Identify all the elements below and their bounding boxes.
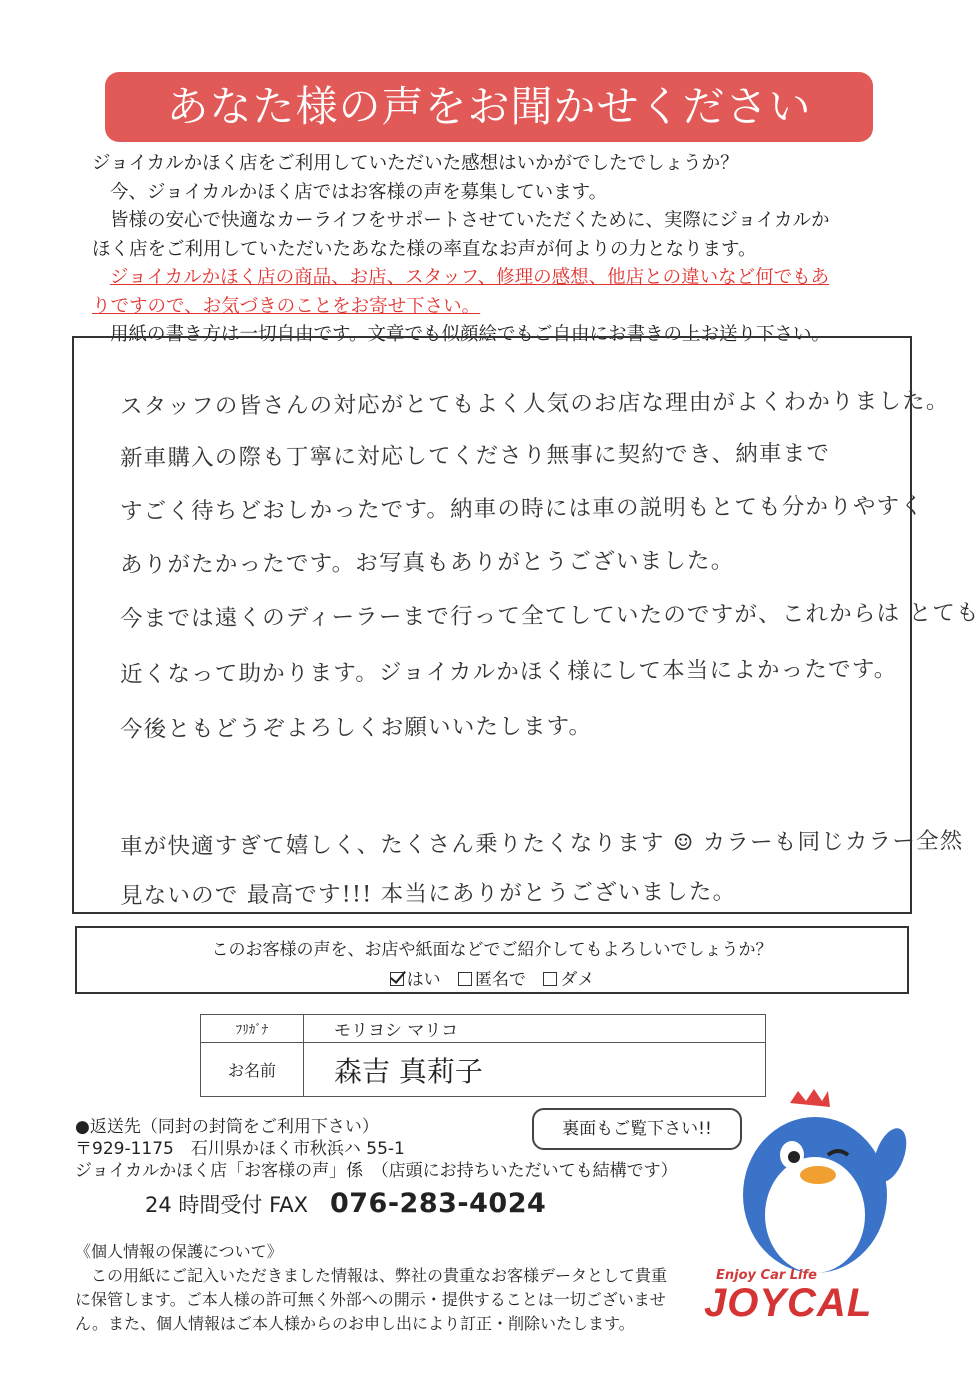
comment-line: 新車購入の際も丁寧に対応してくださり無事に契約でき、納車まで bbox=[119, 440, 831, 472]
privacy-line: ん。また、個人情報はご本人様からのお申し出により訂正・削除いたします。 bbox=[75, 1314, 635, 1333]
intro-highlight-line: りですので、お気づきのことをお寄せ下さい。 bbox=[92, 295, 481, 317]
consent-question: このお客様の声を、お店や紙面などでご紹介してもよろしいでしょうか？ bbox=[211, 940, 773, 960]
fax-label: 24 時間受付 FAX bbox=[145, 1193, 308, 1217]
logo-tagline: Enjoy Car Life bbox=[716, 1268, 817, 1283]
comment-line: 車が快適すぎて嬉しく、たくさん乗りたくなります ☺ カラーも同じカラー全然 bbox=[119, 828, 964, 860]
privacy-notice bbox=[75, 1240, 697, 1336]
name-field[interactable]: 森吉 真莉子 bbox=[304, 1043, 766, 1097]
checkbox-icon[interactable] bbox=[458, 972, 472, 986]
furigana-label: ﾌﾘｶﾞﾅ bbox=[201, 1015, 304, 1043]
return-store-line: ジョイカルかほく店「お客様の声」係 （店頭にお持ちいただいても結構です） bbox=[75, 1161, 678, 1181]
privacy-heading: 《個人情報の保護について》 bbox=[75, 1242, 283, 1261]
penguin-mascot-icon bbox=[720, 1085, 910, 1275]
consent-option-anonymous[interactable] bbox=[458, 970, 526, 990]
checkbox-icon[interactable] bbox=[543, 972, 557, 986]
intro-line: ほく店をご利用していただいたあなた様の率直なお声が何よりの力となります。 bbox=[92, 238, 757, 260]
comment-line: 近くなって助かります。ジョイカルかほく様にして本当によかったです。 bbox=[119, 656, 898, 688]
comment-line: 今後ともどうぞよろしくお願いいたします。 bbox=[119, 713, 593, 743]
consent-option-yes[interactable] bbox=[390, 970, 441, 990]
option-label: はい bbox=[406, 970, 441, 990]
comment-line: ありがたかったです。お写真もありがとうございました。 bbox=[119, 547, 735, 579]
return-heading: ●返送先（同封の封筒をご利用下さい） bbox=[75, 1117, 379, 1137]
intro-line: 今、ジョイカルかほく店ではお客様の声を募集しています。 bbox=[110, 181, 608, 203]
name-label: お名前 bbox=[201, 1043, 304, 1097]
checkbox-checked-icon[interactable] bbox=[390, 972, 404, 986]
consent-option-no[interactable] bbox=[543, 970, 594, 990]
option-label: 匿名で bbox=[475, 970, 526, 990]
consent-options bbox=[77, 965, 907, 990]
privacy-line: この用紙にご記入いただきました情報は、弊社の貴重なお客様データとして貴重 bbox=[91, 1266, 668, 1285]
see-back-bubble: 裏面もご覧下さい!! bbox=[532, 1108, 742, 1150]
fax-number: 076-283-4024 bbox=[329, 1188, 547, 1219]
comment-box bbox=[72, 336, 980, 914]
name-form bbox=[200, 1014, 766, 1097]
page-title: あなた様の声をお聞かせください bbox=[105, 72, 873, 142]
joycal-logo: JOYCAL bbox=[704, 1281, 873, 1325]
intro-line: 用紙の書き方は一切自由です。文章でも似顔絵でもご自由にお書きの上お送り下さい。 bbox=[110, 324, 831, 345]
comment-line: 見ないので 最高です!!! 本当にありがとうございました。 bbox=[119, 878, 737, 910]
intro-text bbox=[92, 150, 892, 350]
comment-line: 今までは遠くのディーラーまで行って全てしていたのですが、これからは とても bbox=[119, 599, 980, 633]
intro-highlight-line: ジョイカルかほく店の商品、お店、スタッフ、修理の感想、他店との違いなど何でもあ bbox=[110, 267, 830, 288]
intro-line: 皆様の安心で快適なカーライフをサポートさせていただくために、実際にジョイカルか bbox=[110, 210, 830, 231]
consent-box bbox=[75, 926, 909, 994]
privacy-line: に保管します。ご本人様の許可無く外部への開示・提供することは一切ございませ bbox=[75, 1290, 666, 1309]
comment-line: すごく待ちどおしかったです。納車の時には車の説明もとても分かりやすく bbox=[119, 493, 925, 525]
return-address-line: 〒929-1175 石川県かほく市秋浜ハ 55-1 bbox=[75, 1139, 405, 1159]
intro-line: ジョイカルかほく店をご利用していただいた感想はいかがでしたでしょうか？ bbox=[92, 153, 739, 174]
option-label: ダメ bbox=[560, 970, 595, 990]
furigana-field[interactable]: モリヨシ マリコ bbox=[304, 1015, 766, 1043]
fax-info bbox=[145, 1188, 546, 1219]
comment-line: スタッフの皆さんの対応がとてもよく人気のお店な理由がよくわかりました。 bbox=[119, 388, 950, 420]
